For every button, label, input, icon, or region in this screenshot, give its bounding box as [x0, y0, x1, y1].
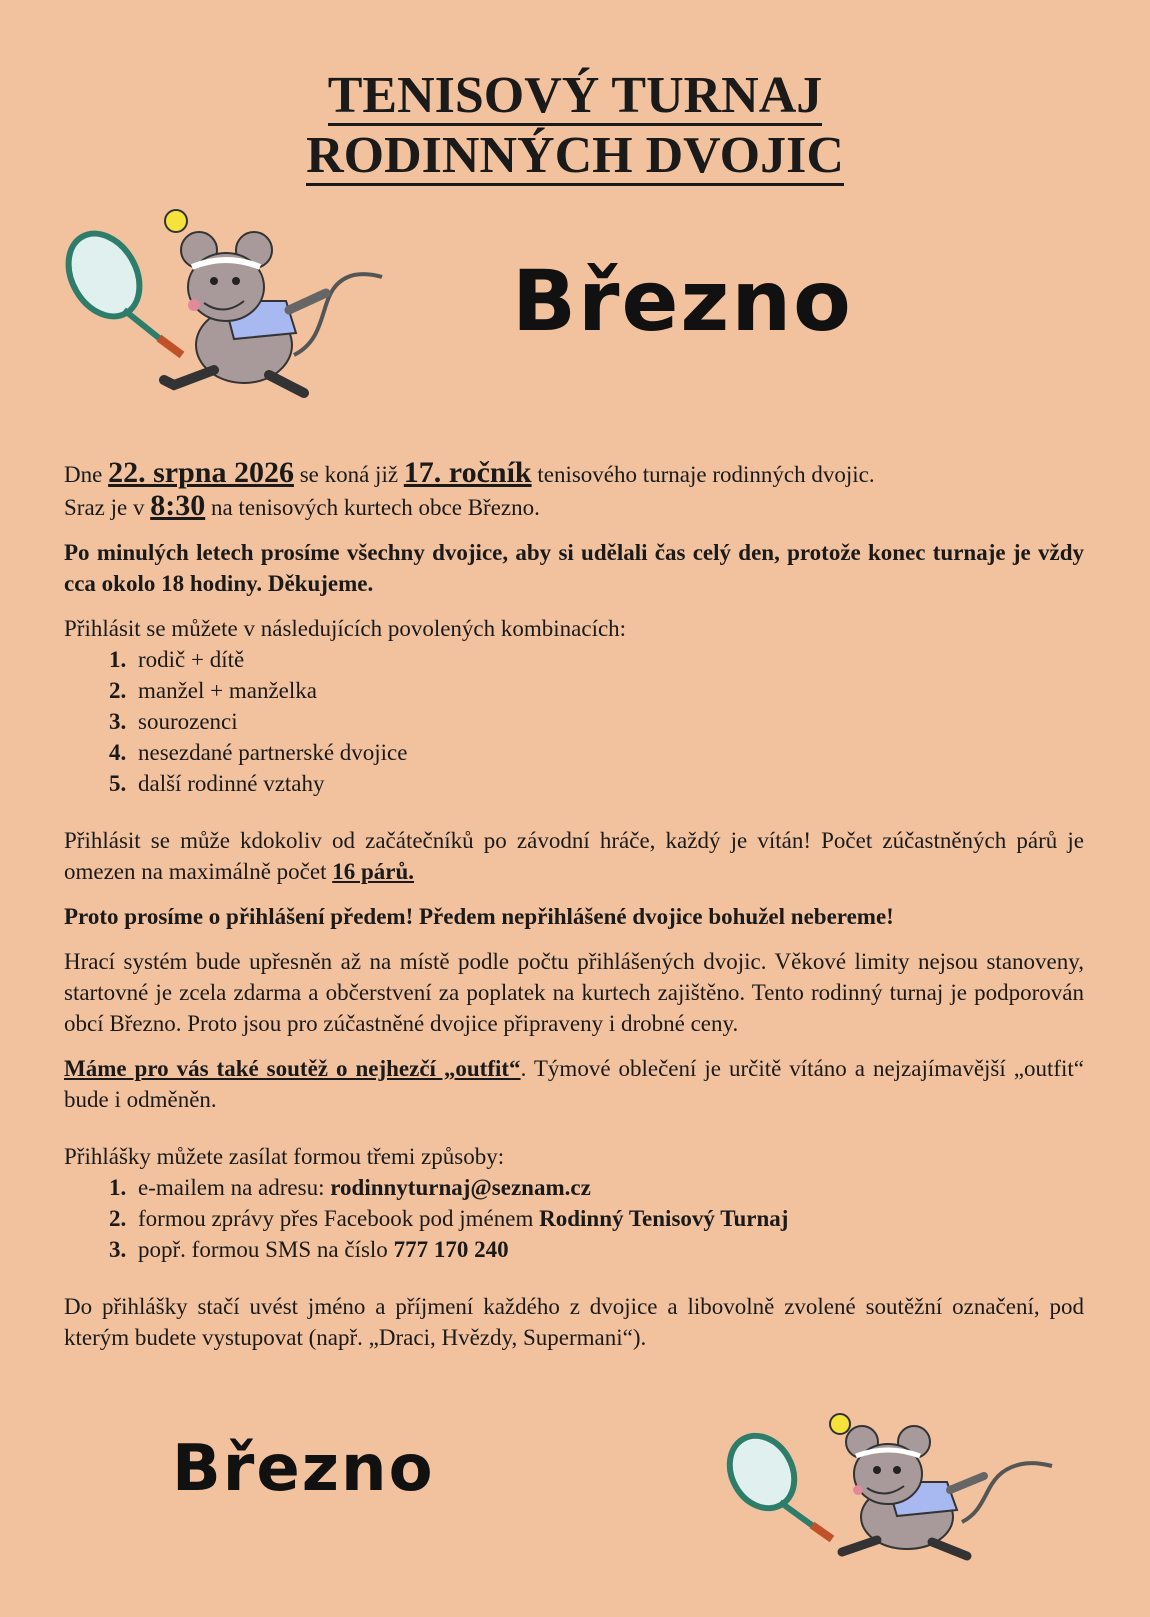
brezno-logo: Březno	[512, 252, 853, 350]
closing-paragraph: Do přihlášky stačí uvést jméno a příjmení každého z dvojice a libovolně zvolené soutěžní označení, pod kterým budete vystupovat (např. „Draci, Hvězdy, Supermani“).	[64, 1294, 1084, 1350]
list-item: 1. rodič + dítě	[132, 644, 1084, 675]
intro-line-1	[64, 457, 1084, 490]
email-label: e-mailem na adresu:	[138, 1175, 331, 1200]
list-item	[132, 1172, 1084, 1203]
list-item: 2. manžel + manželka	[132, 675, 1084, 706]
system-paragraph: Hrací systém bude upřesněn až na místě podle počtu přihlášených dvojic. Věkové limity nejsou stanoveny, startovné je zcela zdarma a občerstvení za poplatek na kurtech zajištěno. Tento rodinný turnaj je podporován obcí Březno. Proto jsou pro zúčastněné dvojice připraveny i drobné ceny.	[64, 949, 1084, 1036]
pair-limit: 16 párů.	[332, 859, 415, 884]
event-date: 22. srpna 2026	[108, 456, 294, 489]
list-item: 5. další rodinné vztahy	[132, 768, 1084, 799]
outfit-text: . Týmové oblečení je určitě vítáno a nejzajímavější „outfit“ bude i odměněn.	[64, 1056, 1085, 1112]
limit-paragraph	[64, 825, 1084, 887]
event-edition: 17. ročník	[403, 456, 532, 489]
page-title	[0, 66, 1150, 186]
intro-text: Sraz je v	[64, 495, 151, 520]
intro-text: se koná již	[293, 462, 404, 487]
outfit-highlight: Máme pro vás také soutěž o nejhezčí „outfit“	[64, 1056, 521, 1081]
list-item	[132, 1203, 1084, 1234]
intro-text: Dne	[64, 462, 109, 487]
facebook-name: Rodinný Tenisový Turnaj	[539, 1206, 789, 1231]
title-line-2: RODINNÝCH DVOJIC	[306, 127, 844, 184]
tennis-mouse-icon	[64, 205, 394, 405]
registration-list	[64, 1172, 1084, 1265]
title-line-1: TENISOVÝ TURNAJ	[327, 67, 823, 124]
brezno-logo: Březno	[172, 1432, 435, 1506]
tennis-mouse-icon	[722, 1412, 1062, 1562]
combinations-list	[64, 644, 1084, 799]
facebook-label: formou zprávy přes Facebook pod jménem	[138, 1206, 540, 1231]
registration-intro: Přihlášky můžete zasílat formou třemi způsoby:	[64, 1144, 505, 1169]
intro-line-2	[64, 490, 1084, 523]
notice-paragraph: Po minulých letech prosíme všechny dvojice, aby si udělali čas celý den, protože konec turnaje je vždy cca okolo 18 hodiny. Děkujeme.	[64, 540, 1084, 596]
intro-text: tenisového turnaje rodinných dvojic.	[531, 462, 875, 487]
list-item	[132, 1234, 1084, 1265]
invitation-body	[64, 457, 1084, 1353]
intro-text: na tenisových kurtech obce Březno.	[205, 495, 540, 520]
outfit-paragraph	[64, 1053, 1084, 1115]
preregistration-notice: Proto prosíme o přihlášení předem! Předem nepřihlášené dvojice bohužel nebereme!	[64, 904, 894, 929]
sms-number: 777 170 240	[393, 1237, 509, 1262]
email-link[interactable]: rodinnyturnaj@seznam.cz	[330, 1175, 591, 1200]
sms-label: popř. formou SMS na číslo	[138, 1237, 394, 1262]
list-item: 3. sourozenci	[132, 706, 1084, 737]
limit-text: Přihlásit se může kdokoliv od začátečníků po závodní hráče, každý je vítán! Počet zúčastněných párů je omezen na maximálně počet	[64, 828, 1084, 884]
combinations-intro: Přihlásit se můžete v následujících povolených kombinacích:	[64, 616, 627, 641]
list-item: 4. nesezdané partnerské dvojice	[132, 737, 1084, 768]
meeting-time: 8:30	[150, 489, 206, 522]
